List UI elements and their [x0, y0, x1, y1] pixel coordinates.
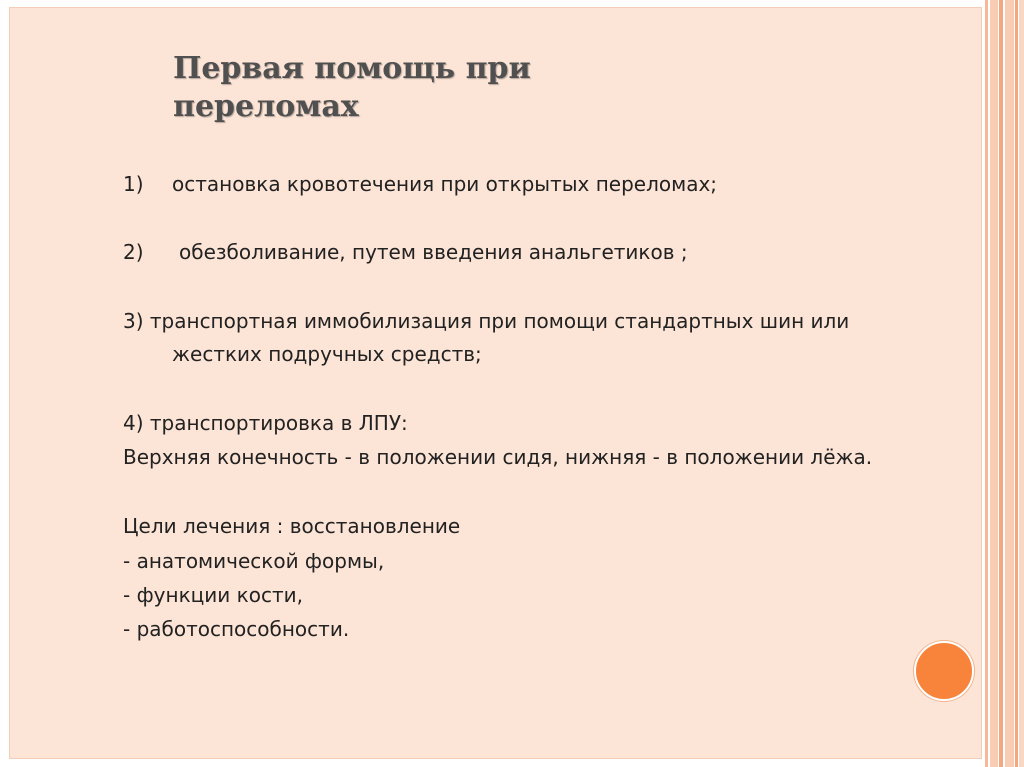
slide-title-line: переломах — [173, 89, 359, 124]
decorative-stripe — [1005, 0, 1014, 767]
decorative-stripe — [1015, 0, 1018, 767]
goal-item: - функции кости, — [123, 583, 303, 607]
list-item-number: 1) — [123, 172, 144, 196]
list-item-text: 4) транспортировка в ЛПУ: — [123, 411, 408, 435]
goals-title: Цели лечения : восстановление — [123, 514, 461, 538]
decorative-stripe — [985, 0, 988, 767]
goal-item: - анатомической формы, — [123, 549, 385, 573]
decorative-stripe — [1019, 0, 1024, 767]
list-item-text: обезболивание, путем введения анальгетиков ; — [179, 240, 688, 264]
slide-title — [173, 50, 733, 126]
decorative-stripe — [999, 0, 1003, 767]
list-item-number: 2) — [123, 240, 144, 264]
decorative-circle — [914, 641, 974, 701]
list-item-text: остановка кровотечения при открытых переломах; — [172, 172, 718, 196]
position-note: Верхняя конечность - в положении сидя, нижняя - в положении лёжа. — [123, 445, 873, 469]
decorative-stripe — [990, 0, 998, 767]
goal-item: - работоспособности. — [123, 617, 350, 641]
list-item-continuation: жестких подручных средств; — [172, 342, 482, 366]
slide-title-line: Первая помощь при — [173, 51, 531, 86]
list-item-text: 3) транспортная иммобилизация при помощи стандартных шин или — [123, 309, 850, 333]
